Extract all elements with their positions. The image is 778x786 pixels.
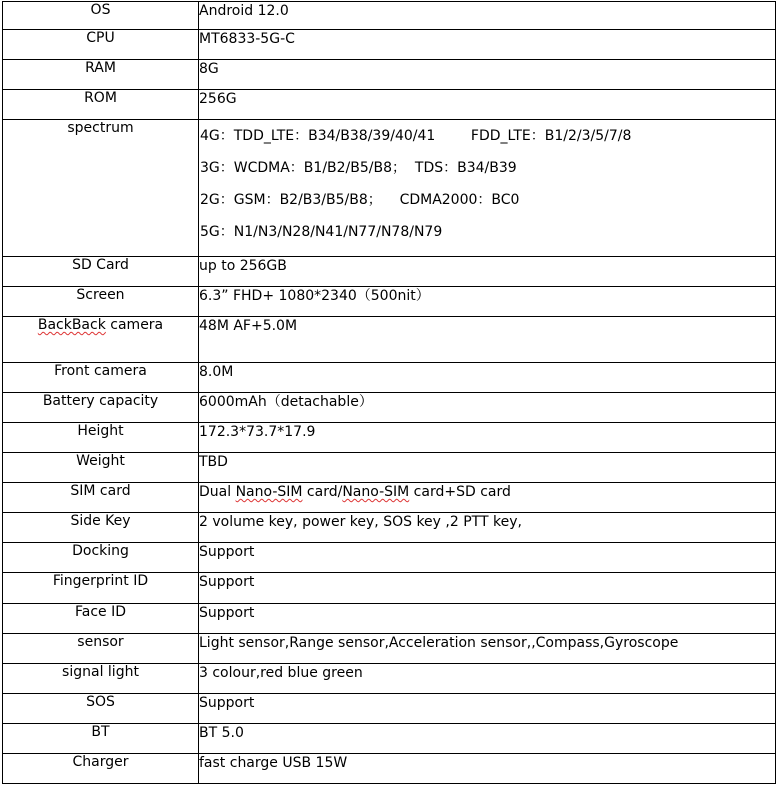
row-value-part: card+SD card: [409, 484, 511, 500]
row-label-part: BackBack: [37, 317, 106, 333]
row-value-part: card/: [302, 484, 343, 500]
table-row: [3, 483, 776, 513]
row-value: Support: [199, 604, 776, 634]
row-value: TBD: [199, 453, 776, 483]
table-row: [3, 724, 776, 754]
spectrum-line: 5G：N1/N3/N28/N41/N77/N78/N79: [200, 224, 443, 240]
table-row: [3, 60, 776, 90]
table-row: [3, 573, 776, 604]
table-row: [3, 423, 776, 453]
row-label: Front camera: [3, 363, 199, 393]
row-value: Support: [199, 543, 776, 573]
row-label: Face ID: [3, 604, 199, 634]
row-value: Light sensor,Range sensor,Acceleration sensor,,Compass,Gyroscope: [199, 634, 776, 664]
row-label: SOS: [3, 694, 199, 724]
table-row: [3, 634, 776, 664]
spectrum-line: 4G：TDD_LTE：B34/B38/39/40/41 FDD_LTE：B1/2/3/5/7/8: [200, 128, 632, 144]
table-row: [3, 2, 776, 30]
row-label: Screen: [3, 287, 199, 317]
table-row: [3, 754, 776, 784]
row-value: 2 volume key, power key, SOS key ,2 PTT key,: [199, 513, 776, 543]
row-label: SIM card: [3, 483, 199, 513]
row-label: signal light: [3, 664, 199, 694]
table-row: [3, 604, 776, 634]
row-value: [199, 483, 776, 513]
row-value: MT6833-5G-C: [199, 30, 776, 60]
row-label: spectrum: [3, 120, 199, 257]
row-label: Fingerprint ID: [3, 573, 199, 604]
table-row: [3, 664, 776, 694]
row-value: 256G: [199, 90, 776, 120]
spectrum-line: 2G：GSM：B2/B3/B5/B8； CDMA2000：BC0: [200, 192, 520, 208]
row-label: BT: [3, 724, 199, 754]
row-value-part: Nano-SIM: [342, 484, 410, 500]
row-label: sensor: [3, 634, 199, 664]
table-row: [3, 393, 776, 423]
spectrum-line: 3G：WCDMA：B1/B2/B5/B8； TDS：B34/B39: [200, 160, 517, 176]
row-label: [3, 317, 199, 363]
row-value: fast charge USB 15W: [199, 754, 776, 784]
spectrum-value: [199, 120, 776, 257]
table-row: [3, 30, 776, 60]
row-value: 6.3” FHD+ 1080*2340（500nit）: [199, 287, 776, 317]
row-value: Support: [199, 573, 776, 604]
table-row: [3, 287, 776, 317]
row-value: Support: [199, 694, 776, 724]
table-row: [3, 513, 776, 543]
row-value: 6000mAh（detachable）: [199, 393, 776, 423]
row-value: 48M AF+5.0M: [199, 317, 776, 363]
row-value: up to 256GB: [199, 257, 776, 287]
row-value-part: Dual: [199, 484, 236, 500]
row-label-part: camera: [105, 317, 164, 333]
row-value: 172.3*73.7*17.9: [199, 423, 776, 453]
row-label: ROM: [3, 90, 199, 120]
row-value: 8.0M: [199, 363, 776, 393]
table-row: [3, 120, 776, 257]
row-label: Docking: [3, 543, 199, 573]
row-value-part: Nano-SIM: [235, 484, 303, 500]
row-label: Battery capacity: [3, 393, 199, 423]
row-label: OS: [3, 2, 199, 30]
row-label: Height: [3, 423, 199, 453]
table-row: [3, 363, 776, 393]
table-row: [3, 453, 776, 483]
row-label: Charger: [3, 754, 199, 784]
table-row: [3, 257, 776, 287]
row-value: 8G: [199, 60, 776, 90]
row-label: CPU: [3, 30, 199, 60]
row-label: Weight: [3, 453, 199, 483]
table-row: [3, 543, 776, 573]
table-row: [3, 317, 776, 363]
row-value: Android 12.0: [199, 2, 776, 30]
table-row: [3, 694, 776, 724]
row-label: SD Card: [3, 257, 199, 287]
row-label: Side Key: [3, 513, 199, 543]
row-value: 3 colour,red blue green: [199, 664, 776, 694]
table-row: [3, 90, 776, 120]
spec-table: [2, 1, 776, 784]
row-label: RAM: [3, 60, 199, 90]
row-value: BT 5.0: [199, 724, 776, 754]
